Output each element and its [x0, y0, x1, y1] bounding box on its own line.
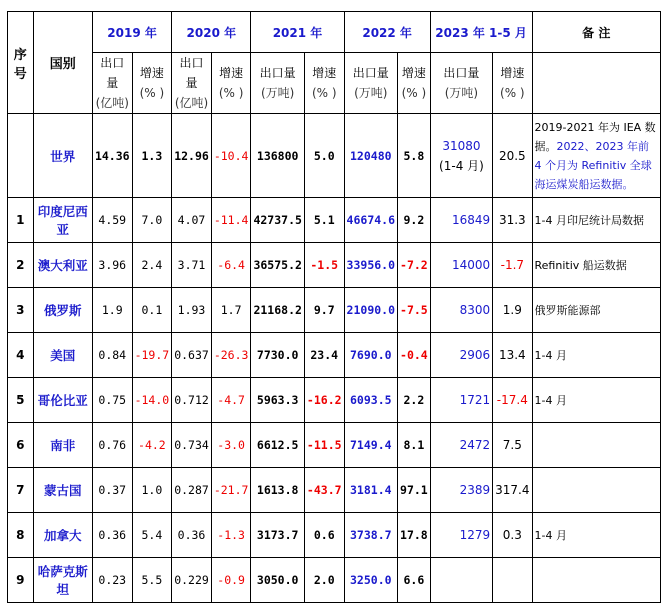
- unit-label: (亿吨): [174, 96, 209, 110]
- subheader-notes: [532, 53, 660, 114]
- export-2022: 3738.7: [344, 513, 397, 558]
- row-seq: 1: [8, 198, 34, 243]
- export-2020: 0.36: [172, 513, 212, 558]
- growth-2019: 1.0: [132, 468, 172, 513]
- country-name: 世界: [33, 114, 92, 198]
- qty-label: 出口量: [352, 66, 389, 80]
- subheader-growth: [132, 53, 172, 114]
- growth-2022: 17.8: [398, 513, 431, 558]
- export-2021: 3050.0: [251, 558, 304, 603]
- export-2022: 7690.0: [344, 333, 397, 378]
- export-2021: 21168.2: [251, 288, 304, 333]
- subheader-growth: [304, 53, 344, 114]
- export-2020: 0.734: [172, 423, 212, 468]
- growth-label: 增速: [500, 66, 525, 80]
- export-2020: 0.287: [172, 468, 212, 513]
- note: [532, 468, 660, 513]
- export-2022: 3250.0: [344, 558, 397, 603]
- row-seq: 4: [8, 333, 34, 378]
- subheader-growth: [211, 53, 251, 114]
- growth-2022: 8.1: [398, 423, 431, 468]
- unit-label: (% ): [218, 86, 244, 100]
- unit-label: (万吨): [444, 86, 479, 100]
- country-name: 南非: [33, 423, 92, 468]
- growth-2023: 0.3: [493, 513, 532, 558]
- country-name: 哈萨克斯坦: [33, 558, 92, 603]
- country-name: 美国: [33, 333, 92, 378]
- qty-label: 出口量: [443, 66, 480, 80]
- export-2022: 6093.5: [344, 378, 397, 423]
- country-name: 哥伦比亚: [33, 378, 92, 423]
- growth-label: 增速: [401, 66, 426, 80]
- growth-2021: 5.0: [304, 114, 344, 198]
- growth-2022: 6.6: [398, 558, 431, 603]
- note: 1-4 月: [532, 333, 660, 378]
- coal-export-table: [7, 11, 661, 603]
- header-country: 国别: [33, 12, 92, 114]
- export-2022: 46674.6: [344, 198, 397, 243]
- growth-2019: 0.1: [132, 288, 172, 333]
- qty-label: 出口量: [100, 56, 125, 90]
- growth-2023: 31.3: [493, 198, 532, 243]
- growth-2020: -3.0: [211, 423, 251, 468]
- growth-label: 增速: [219, 66, 244, 80]
- export-2023: 2906: [430, 333, 492, 378]
- export-2019: 0.75: [92, 378, 132, 423]
- unit-label: (亿吨): [95, 96, 129, 110]
- note: 1-4 月: [532, 378, 660, 423]
- qty-label: 出口量: [259, 66, 296, 80]
- export-2022: 21090.0: [344, 288, 397, 333]
- growth-2019: -14.0: [132, 378, 172, 423]
- export-2021: 36575.2: [251, 243, 304, 288]
- growth-2019: 5.5: [132, 558, 172, 603]
- row-seq: 5: [8, 378, 34, 423]
- table-row: [8, 558, 661, 603]
- note: 1-4 月: [532, 513, 660, 558]
- header-2023: 2023 年 1-5 月: [430, 12, 532, 53]
- table-row: [8, 513, 661, 558]
- header-2020: 2020 年: [172, 12, 251, 53]
- export-2021: 3173.7: [251, 513, 304, 558]
- table-row: [8, 243, 661, 288]
- export-2020: 0.712: [172, 378, 212, 423]
- growth-label: 增速: [312, 66, 337, 80]
- subheader-qty: [92, 53, 132, 114]
- table-row: [8, 378, 661, 423]
- export-2020: 12.96: [172, 114, 212, 198]
- note: Refinitiv 船运数据: [532, 243, 660, 288]
- export-2023: 1721: [430, 378, 492, 423]
- subheader-qty: [172, 53, 212, 114]
- growth-2023: 20.5: [493, 114, 532, 198]
- country-name: 澳大利亚: [33, 243, 92, 288]
- subheader-qty: [251, 53, 304, 114]
- export-2022: 120480: [344, 114, 397, 198]
- export-2023: 1279: [430, 513, 492, 558]
- growth-2022: -0.4: [398, 333, 431, 378]
- header-2019: 2019 年: [92, 12, 171, 53]
- qty-label: 出口量: [179, 56, 204, 90]
- growth-2022: 2.2: [398, 378, 431, 423]
- unit-label: (% ): [500, 86, 525, 100]
- export-2022: 33956.0: [344, 243, 397, 288]
- subheader-qty: [430, 53, 492, 114]
- growth-2020: -4.7: [211, 378, 251, 423]
- export-2022: 3181.4: [344, 468, 397, 513]
- table-row: [8, 333, 661, 378]
- export-2019: 14.36: [92, 114, 132, 198]
- export-2021: 5963.3: [251, 378, 304, 423]
- subheader-growth: [493, 53, 532, 114]
- note-refinitiv: 2022、2023 年前 4 个月为 Refinitiv 全球海运煤炭船运数据。: [534, 139, 652, 191]
- growth-2021: 9.7: [304, 288, 344, 333]
- note: [532, 558, 660, 603]
- growth-2021: 2.0: [304, 558, 344, 603]
- export-2023: [430, 114, 492, 198]
- growth-2020: 1.7: [211, 288, 251, 333]
- note-iea: 2019-2021 年为 IEA 数据。: [534, 120, 656, 153]
- growth-2022: 97.1: [398, 468, 431, 513]
- export-2019: 0.23: [92, 558, 132, 603]
- row-seq: 2: [8, 243, 34, 288]
- table-row: [8, 423, 661, 468]
- export-2021: 42737.5: [251, 198, 304, 243]
- export-2023: 8300: [430, 288, 492, 333]
- table-row: [8, 468, 661, 513]
- subheader-growth: [398, 53, 431, 114]
- growth-2020: -26.3: [211, 333, 251, 378]
- subheader-qty: [344, 53, 397, 114]
- country-name: 蒙古国: [33, 468, 92, 513]
- growth-2019: 7.0: [132, 198, 172, 243]
- growth-2022: -7.2: [398, 243, 431, 288]
- growth-2021: 0.6: [304, 513, 344, 558]
- unit-label: (% ): [311, 86, 337, 100]
- export-2019: 0.36: [92, 513, 132, 558]
- growth-2022: 9.2: [398, 198, 431, 243]
- export-2021: 6612.5: [251, 423, 304, 468]
- export-2023: 14000: [430, 243, 492, 288]
- growth-2019: -19.7: [132, 333, 172, 378]
- export-2019: 3.96: [92, 243, 132, 288]
- growth-2021: -43.7: [304, 468, 344, 513]
- country-name: 印度尼西亚: [33, 198, 92, 243]
- growth-label: 增速: [139, 66, 164, 80]
- growth-2019: -4.2: [132, 423, 172, 468]
- growth-2019: 2.4: [132, 243, 172, 288]
- export-2021: 7730.0: [251, 333, 304, 378]
- export-2019: 0.37: [92, 468, 132, 513]
- export-2020: 3.71: [172, 243, 212, 288]
- export-2019: 0.76: [92, 423, 132, 468]
- note: 俄罗斯能源部: [532, 288, 660, 333]
- growth-2022: 5.8: [398, 114, 431, 198]
- export-2023: [430, 558, 492, 603]
- growth-2020: -21.7: [211, 468, 251, 513]
- growth-2020: -11.4: [211, 198, 251, 243]
- growth-2019: 1.3: [132, 114, 172, 198]
- subheader-row: [8, 53, 661, 114]
- growth-2020: -10.4: [211, 114, 251, 198]
- export-2023-period: (1-4 月): [439, 158, 484, 173]
- note: [532, 423, 660, 468]
- growth-2023: 317.4: [493, 468, 532, 513]
- note: [532, 114, 660, 198]
- header-2022: 2022 年: [344, 12, 430, 53]
- growth-2020: -0.9: [211, 558, 251, 603]
- growth-2023: 1.9: [493, 288, 532, 333]
- growth-2021: -1.5: [304, 243, 344, 288]
- growth-2023: [493, 558, 532, 603]
- growth-2019: 5.4: [132, 513, 172, 558]
- growth-2021: -16.2: [304, 378, 344, 423]
- export-2020: 1.93: [172, 288, 212, 333]
- export-2019: 4.59: [92, 198, 132, 243]
- row-seq: 6: [8, 423, 34, 468]
- unit-label: (% ): [401, 86, 427, 100]
- row-seq: 8: [8, 513, 34, 558]
- export-2023: 2472: [430, 423, 492, 468]
- growth-2023: -17.4: [493, 378, 532, 423]
- growth-2023: 7.5: [493, 423, 532, 468]
- unit-label: (万吨): [354, 86, 388, 100]
- country-name: 加拿大: [33, 513, 92, 558]
- export-2020: 4.07: [172, 198, 212, 243]
- table-row-world: [8, 114, 661, 198]
- export-2019: 0.84: [92, 333, 132, 378]
- export-2021: 1613.8: [251, 468, 304, 513]
- table-row: [8, 288, 661, 333]
- table-row: [8, 198, 661, 243]
- growth-2020: -1.3: [211, 513, 251, 558]
- export-2023: 2389: [430, 468, 492, 513]
- row-seq: 7: [8, 468, 34, 513]
- growth-2021: 5.1: [304, 198, 344, 243]
- note: 1-4 月印尼统计局数据: [532, 198, 660, 243]
- export-2020: 0.637: [172, 333, 212, 378]
- growth-2023: 13.4: [493, 333, 532, 378]
- header-notes: 备 注: [532, 12, 660, 53]
- export-2019: 1.9: [92, 288, 132, 333]
- header-2021: 2021 年: [251, 12, 344, 53]
- growth-2021: 23.4: [304, 333, 344, 378]
- unit-label: (% ): [139, 86, 165, 100]
- unit-label: (万吨): [261, 86, 295, 100]
- growth-2022: -7.5: [398, 288, 431, 333]
- header-seq: 序号: [8, 12, 34, 114]
- row-seq: 9: [8, 558, 34, 603]
- export-2020: 0.229: [172, 558, 212, 603]
- row-seq: 3: [8, 288, 34, 333]
- export-2022: 7149.4: [344, 423, 397, 468]
- growth-2020: -6.4: [211, 243, 251, 288]
- country-name: 俄罗斯: [33, 288, 92, 333]
- export-2021: 136800: [251, 114, 304, 198]
- growth-2021: -11.5: [304, 423, 344, 468]
- export-2023: 16849: [430, 198, 492, 243]
- growth-2023: -1.7: [493, 243, 532, 288]
- export-2023-value: 31080: [442, 138, 481, 153]
